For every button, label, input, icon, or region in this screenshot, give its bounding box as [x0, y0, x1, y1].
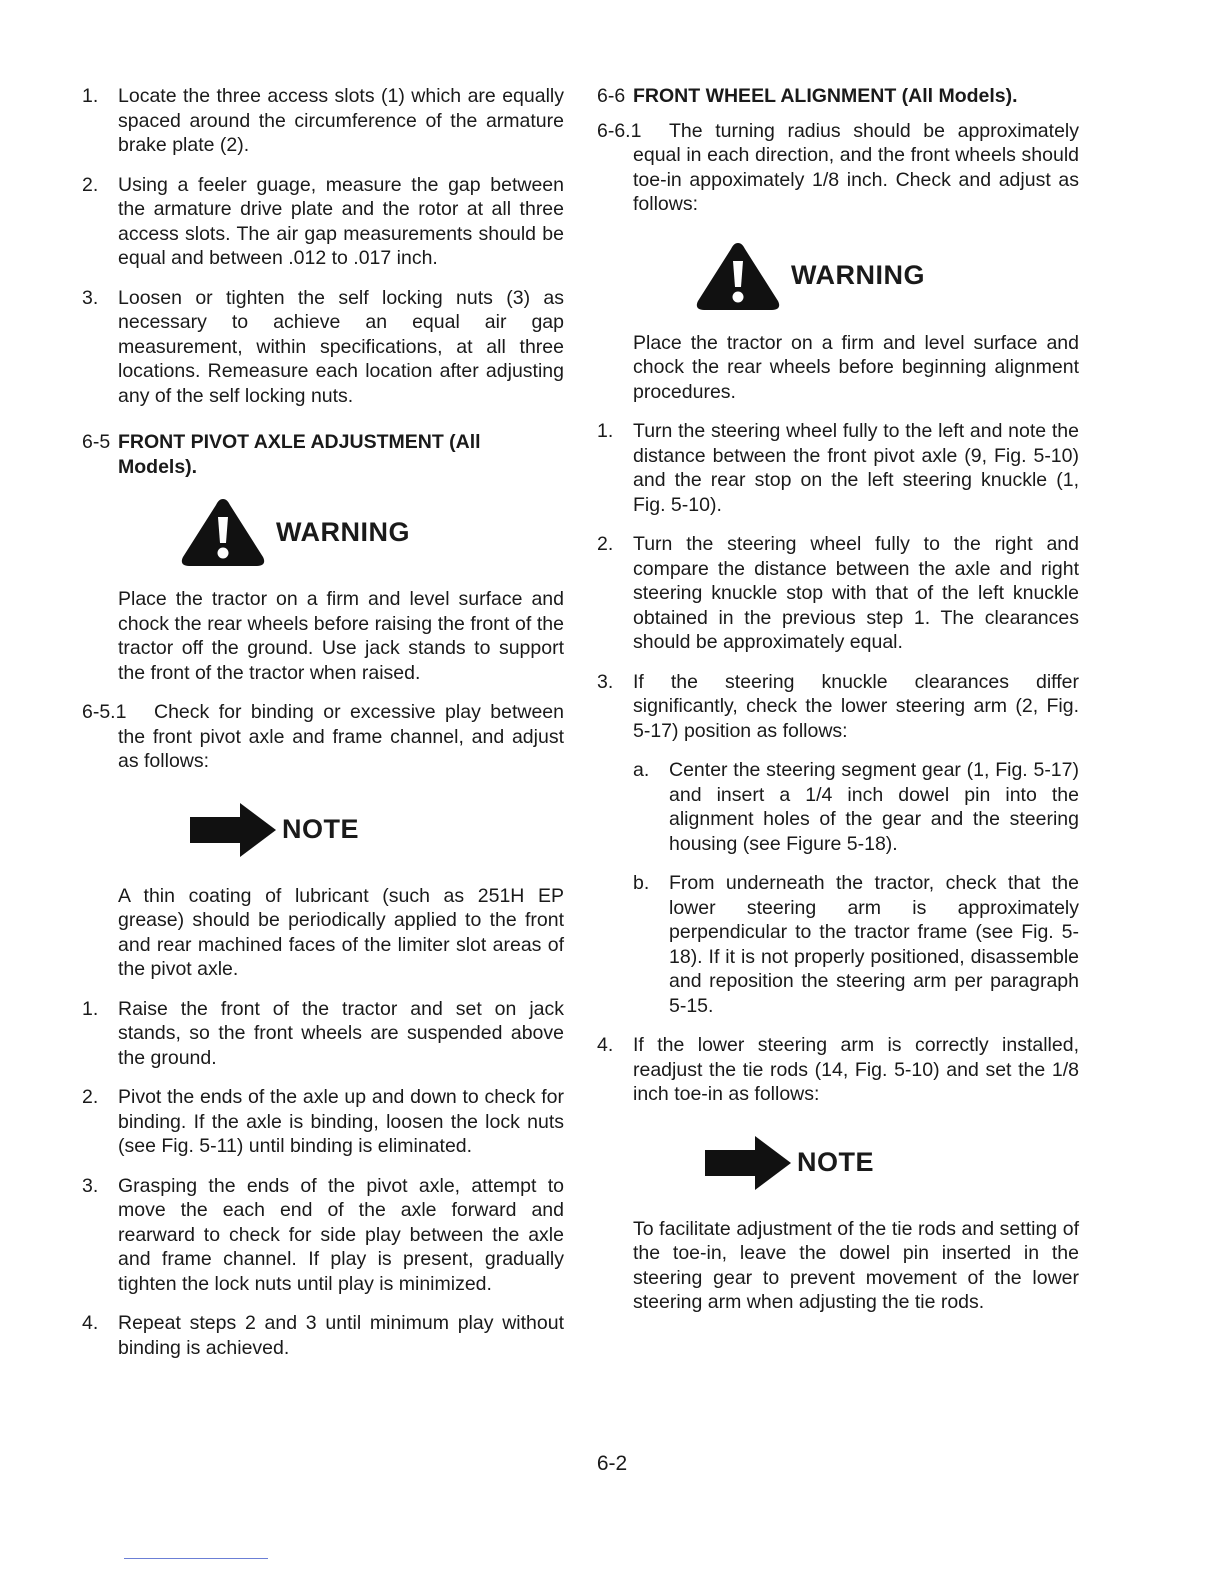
step-number: 3. — [82, 286, 99, 309]
step-number: 2. — [82, 1086, 99, 1108]
right-substep-a — [597, 758, 1079, 856]
subsection-text — [118, 701, 564, 772]
step-text: Repeat steps 2 and 3 until minimum play without binding is achieved. — [118, 1312, 564, 1359]
left-step-3 — [82, 286, 564, 409]
right-step-2 — [597, 532, 1079, 655]
left-lower-step-1 — [82, 997, 564, 1071]
step-number: 2. — [597, 533, 614, 555]
warning-label: WARNING — [276, 516, 410, 547]
note-arrow-icon — [705, 1136, 791, 1190]
step-number: 3. — [597, 670, 614, 693]
left-lower-step-2 — [82, 1085, 564, 1159]
section-title: FRONT PIVOT AXLE ADJUSTMENT (All Models). — [118, 431, 481, 478]
subsection-text — [633, 120, 1079, 216]
warning-label: WARNING — [791, 260, 925, 291]
right-substep-b — [597, 871, 1079, 1018]
section-number: 6-5 — [82, 431, 111, 453]
left-step-2 — [82, 173, 564, 271]
step-number: 1. — [82, 997, 99, 1020]
step-text: If the lower steering arm is correctly installed, readjust the tie rods (14, Fig. 5-10) and set the 1/8 inch toe-in as follows: — [633, 1034, 1079, 1105]
left-lower-step-3 — [82, 1174, 564, 1297]
right-step-4 — [597, 1033, 1079, 1107]
step-text: Using a feeler guage, measure the gap between the armature drive plate and the rotor at all three access slots. The air gap measurements should be equal and between .012 to .017 inch. — [118, 173, 564, 269]
note-arrow-icon — [190, 803, 276, 857]
warning-banner-left — [82, 497, 564, 567]
step-text: Turn the steering wheel fully to the left and note the distance between the front pivot axle (9, Fig. 5-10) and the rear stop on the left steering knuckle (1, Fig. 5-10). — [633, 420, 1079, 516]
step-number: 4. — [82, 1312, 99, 1334]
note-text-left: A thin coating of lubricant (such as 251H EP grease) should be periodically applied to the front and rear machined faces of the limiter slot areas of the pivot axle. — [118, 884, 564, 980]
subsection-number: 6-5.1 — [82, 701, 127, 723]
left-column — [82, 84, 564, 1375]
subsection-6-6-1 — [597, 119, 1079, 217]
note-text-right: To facilitate adjustment of the tie rods and setting of the toe-in, leave the dowel pin inserted in the steering gear to prevent movement of the lower steering arm when adjusting the tie rods. — [633, 1217, 1079, 1313]
step-text: Locate the three access slots (1) which are equally spaced around the circumference of the armature brake plate (2). — [118, 85, 564, 156]
note-banner-left — [82, 802, 564, 858]
section-number: 6-6 — [597, 85, 626, 107]
right-step-3 — [597, 670, 1079, 744]
section-6-6-heading — [597, 84, 1079, 109]
section-title: FRONT WHEEL ALIGNMENT (All Models). — [633, 85, 1018, 107]
subsection-6-5-1 — [82, 700, 564, 774]
step-number: 1. — [82, 85, 99, 107]
warning-text-right: Place the tractor on a firm and level surface and chock the rear wheels before beginning alignment procedures. — [633, 331, 1079, 403]
subsection-body: The turning radius should be approximately equal in each direction, and the front wheels should toe-in appoximately 1/8 inch. Check and adjust as follows: — [633, 119, 1079, 215]
step-text: Grasping the ends of the pivot axle, attempt to move the each end of the axle forward and rearward to check for side play between the axle and frame channel. If play is present, gradually tighten the lock nuts until play is minimized. — [118, 1174, 564, 1295]
warning-text-left: Place the tractor on a firm and level surface and chock the rear wheels before raising the front of the tractor off the ground. Use jack stands to support the front of the tractor when raised. — [118, 588, 564, 684]
step-number: 3. — [82, 1174, 99, 1197]
warning-banner-right — [597, 241, 1079, 311]
page-number: 6-2 — [596, 1452, 628, 1475]
substep-letter: a. — [633, 759, 650, 781]
substep-text: From underneath the tractor, check that the lower steering arm is approximately perpendicular to the tractor frame (see Fig. 5-18). If it is not properly positioned, disassemble and reposition the steering arm per paragraph 5-15. — [669, 872, 1079, 1017]
substep-letter: b. — [633, 872, 650, 894]
step-text: Pivot the ends of the axle up and down to check for binding. If the axle is binding, loosen the lock nuts (see Fig. 5-11) until binding is eliminated. — [118, 1086, 564, 1157]
step-number: 4. — [597, 1034, 614, 1056]
subsection-number: 6-6.1 — [597, 119, 642, 142]
note-label: NOTE — [282, 814, 360, 845]
step-number: 1. — [597, 420, 614, 442]
step-text: If the steering knuckle clearances differ significantly, check the lower steering arm (2, Fig. 5-17) position as follows: — [633, 670, 1079, 742]
step-number: 2. — [82, 173, 99, 196]
step-text: Turn the steering wheel fully to the right and compare the distance between the axle and right steering knuckle stop with that of the left knuckle obtained in the previous step 1. The clearances should be approximately equal. — [633, 533, 1079, 653]
left-lower-step-4 — [82, 1311, 564, 1360]
subsection-body: Check for binding or excessive play between the front pivot axle and frame channel, and adjust as follows: — [118, 701, 564, 772]
section-6-5-heading — [82, 430, 564, 479]
warning-triangle-icon — [180, 497, 266, 567]
note-banner-right — [597, 1135, 1079, 1191]
right-step-1 — [597, 419, 1079, 517]
left-step-1 — [82, 84, 564, 158]
step-text: Loosen or tighten the self locking nuts (3) as necessary to achieve an equal air gap measurement, within specifications, at all three locations. Remeasure each location after adjusting any of the self locking nuts. — [118, 286, 564, 407]
warning-triangle-icon — [695, 241, 781, 311]
step-text: Raise the front of the tractor and set on jack stands, so the front wheels are suspended above the ground. — [118, 997, 564, 1069]
right-column — [597, 84, 1079, 1330]
footer-divider — [124, 1558, 268, 1559]
substep-text: Center the steering segment gear (1, Fig. 5-17) and insert a 1/4 inch dowel pin into the alignment holes of the gear and the steering housing (see Figure 5-18). — [669, 759, 1079, 855]
note-label: NOTE — [797, 1147, 875, 1178]
